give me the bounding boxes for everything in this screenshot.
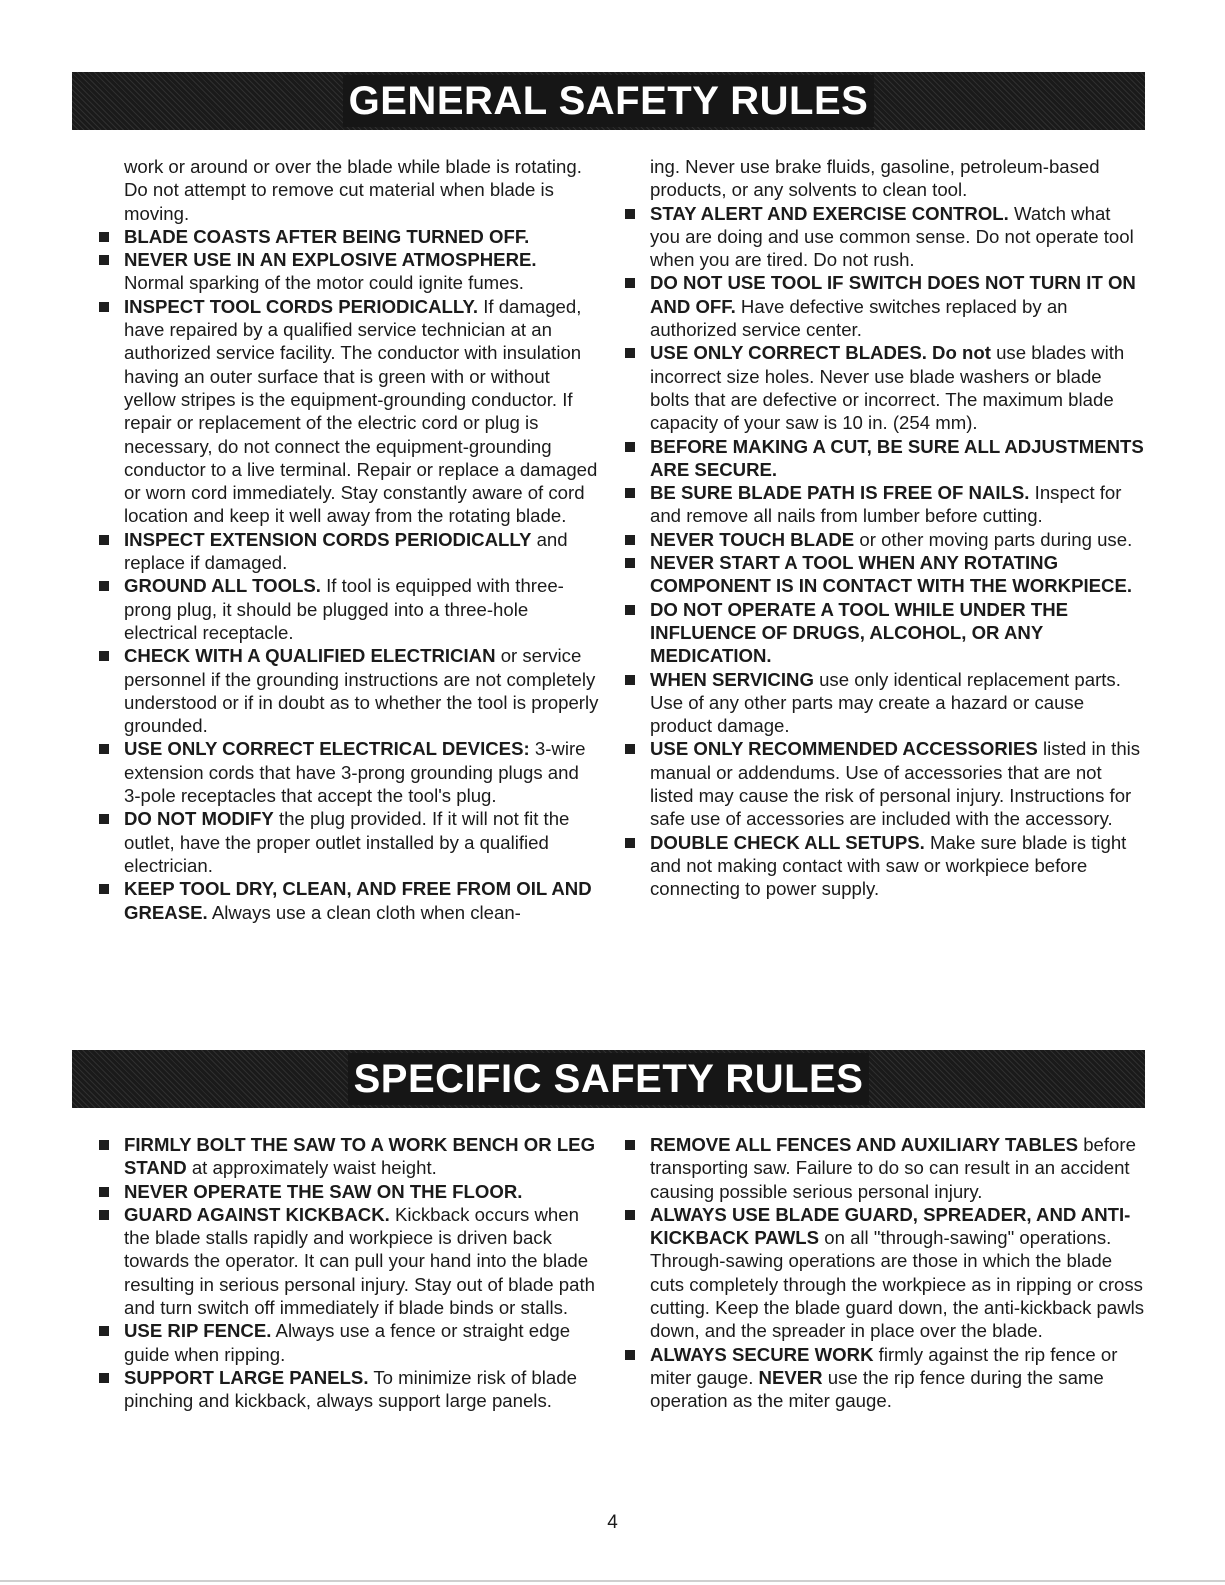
- rule-heading: NEVER START A TOOL WHEN ANY ROTATING COMPONENT IS IN CONTACT WITH THE WORKPIECE.: [650, 552, 1133, 597]
- rule-text: If tool is equipped with three-prong plug, it should be plugged into a three-hole electrical receptacle.: [124, 575, 564, 643]
- rule-heading: BEFORE MAKING A CUT, BE SURE ALL ADJUSTMENTS ARE SECURE.: [650, 435, 1144, 480]
- rule-heading: BE SURE BLADE PATH IS FREE OF NAILS.: [650, 482, 1030, 504]
- rule-heading: NEVER: [758, 1366, 823, 1388]
- rule-item: [99, 1203, 599, 1319]
- rule-heading: NEVER USE IN AN EXPLOSIVE ATMOSPHERE.: [124, 249, 537, 271]
- rule-item: [99, 248, 599, 295]
- section-title: GENERAL SAFETY RULES: [343, 75, 875, 127]
- section-title: SPECIFIC SAFETY RULES: [348, 1053, 870, 1105]
- rule-item: [99, 807, 599, 877]
- rule-text: Always use a fence or straight edge guide when ripping.: [124, 1320, 571, 1365]
- rule-heading: BLADE COASTS AFTER BEING TURNED OFF.: [124, 225, 530, 247]
- rule-heading: INSPECT EXTENSION CORDS PERIODICALLY: [124, 528, 532, 550]
- rule-text: or service personnel if the grounding instructions are not completely understood or if in doubt as to whether the tool is properly grounded.: [124, 645, 599, 737]
- rule-text: use only identical replacement parts. Use of any other parts may create a hazard or cause product damage.: [650, 668, 1121, 737]
- rule-text: To minimize risk of blade pinching and kickback, always support large panels.: [124, 1366, 577, 1412]
- rule-heading: ALWAYS SECURE WORK: [650, 1343, 874, 1365]
- rule-heading: DOUBLE CHECK ALL SETUPS.: [650, 831, 925, 853]
- rule-item: [625, 1133, 1145, 1203]
- rule-item: [625, 831, 1145, 901]
- rule-text: Always use a clean cloth when clean-: [211, 901, 521, 923]
- rule-item: [99, 295, 599, 528]
- rule-text: Watch what you are doing and use common sense. Do not operate tool when you are tired. Do not rush.: [650, 202, 1134, 271]
- rule-heading: INSPECT TOOL CORDS PERIODICALLY.: [124, 295, 479, 317]
- rule-item: [625, 551, 1145, 598]
- rule-item: [625, 341, 1145, 434]
- rule-item: [625, 435, 1145, 482]
- rule-item: [625, 1203, 1145, 1343]
- continuation-text: work or around or over the blade while blade is rotating. Do not attempt to remove cut material when blade is moving.: [124, 156, 582, 224]
- continuation-text: ing. Never use brake fluids, gasoline, petroleum-based products, or any solvents to clean tool.: [650, 156, 1100, 201]
- rule-heading: NEVER TOUCH BLADE: [650, 528, 855, 550]
- rule-text: on all "through-sawing" operations. Through-sawing operations are those in which the blade cuts completely through the workpiece as in ripping or cross cutting. Keep the blade guard down, the anti-kickback pawls down, and the spreader in place over the blade.: [650, 1227, 1145, 1342]
- rule-item: [99, 737, 599, 807]
- rule-text: Kickback occurs when the blade stalls rapidly and workpiece is driven back towards the operator. It can pull your hand into the blade resulting in serious personal injury. Stay out of blade path and turn switch off immediately if blade binds or stalls.: [124, 1203, 595, 1319]
- rule-item: [625, 668, 1145, 738]
- specific-left-column: [99, 1133, 599, 1413]
- rule-text: Make sure blade is tight and not making contact with saw or workpiece before connecting to power supply.: [650, 831, 1127, 900]
- rule-heading: GROUND ALL TOOLS.: [124, 575, 321, 597]
- rule-heading: NEVER OPERATE THE SAW ON THE FLOOR.: [124, 1180, 523, 1202]
- rule-text: If damaged, have repaired by a qualified service technician at an authorized service facility. The conductor with insulation having an outer surface that is green with or without yellow stripes is the equipment-grounding conductor. If repair or replacement of the electric cord or plug is necessary, do not connect the equipment-grounding conductor to a live terminal. Repair or replace a damaged or worn cord immediately. Stay constantly aware of cord location and keep it well away from the rotating blade.: [124, 295, 598, 527]
- rule-item: [625, 481, 1145, 528]
- rule-item: [99, 1133, 599, 1180]
- rule-text: use blades with incorrect size holes. Never use blade washers or blade bolts that are defective or incorrect. The maximum blade capacity of your saw is 10 in. (254 mm).: [650, 342, 1125, 434]
- rule-item: [99, 644, 599, 737]
- specific-right-column: [625, 1133, 1145, 1413]
- specific-safety-rules-banner: [72, 1050, 1145, 1108]
- rule-heading: CHECK WITH A QUALIFIED ELECTRICIAN: [124, 645, 496, 667]
- rule-heading: REMOVE ALL FENCES AND AUXILIARY TABLES: [650, 1134, 1079, 1155]
- rule-heading: STAY ALERT AND EXERCISE CONTROL.: [650, 202, 1009, 224]
- rule-heading: DO NOT MODIFY: [124, 808, 274, 830]
- rule-heading: WHEN SERVICING: [650, 668, 814, 690]
- general-left-column: [99, 155, 599, 924]
- general-right-column: [625, 155, 1145, 901]
- rule-item: [625, 1343, 1145, 1413]
- rule-item: [99, 1180, 599, 1203]
- rule-text: listed in this manual or addendums. Use of accessories that are not listed may cause the risk of personal injury. Instructions for safe use of accessories are included with the accessory.: [650, 738, 1141, 830]
- rule-item: [99, 877, 599, 924]
- rule-text: before transporting saw. Failure to do so can result in an accident causing possible serious personal injury.: [650, 1134, 1136, 1202]
- rule-item: [625, 271, 1145, 341]
- rule-item: [99, 574, 599, 644]
- rule-heading: GUARD AGAINST KICKBACK.: [124, 1203, 390, 1225]
- rule-item: [625, 737, 1145, 830]
- general-safety-rules-banner: [72, 72, 1145, 130]
- rule-heading: USE ONLY RECOMMENDED ACCESSORIES: [650, 738, 1038, 760]
- rule-item: [625, 202, 1145, 272]
- rule-heading: ALWAYS USE BLADE GUARD, SPREADER, AND ANTI-KICKBACK PAWLS: [650, 1203, 1131, 1249]
- rule-text: the plug provided. If it will not fit the outlet, have the proper outlet installed by a qualified electrician.: [124, 808, 570, 876]
- rule-text: Normal sparking of the motor could ignite fumes.: [124, 272, 524, 294]
- rule-text: Inspect for and remove all nails from lumber before cutting.: [650, 482, 1122, 527]
- rule-text: Have defective switches replaced by an authorized service center.: [650, 295, 1068, 341]
- rule-text: use the rip fence during the same operation as the miter gauge.: [650, 1366, 1104, 1412]
- rule-heading: USE RIP FENCE.: [124, 1320, 272, 1342]
- rule-heading: USE ONLY CORRECT ELECTRICAL DEVICES:: [124, 738, 530, 760]
- rule-heading: USE ONLY CORRECT BLADES. Do not: [650, 342, 991, 364]
- rule-item: [99, 1366, 599, 1413]
- rule-text: and replace if damaged.: [124, 528, 568, 574]
- rule-item: [625, 598, 1145, 668]
- rule-text: firmly against the rip fence or miter gauge.: [650, 1343, 1118, 1388]
- rule-text: 3-wire extension cords that have 3-prong grounding plugs and 3-pole receptacles that accept the tool's plug.: [124, 738, 586, 807]
- rule-heading: FIRMLY BOLT THE SAW TO A WORK BENCH OR LEG STAND: [124, 1134, 596, 1179]
- rule-heading: SUPPORT LARGE PANELS.: [124, 1366, 369, 1388]
- rule-heading: DO NOT OPERATE A TOOL WHILE UNDER THE INFLUENCE OF DRUGS, ALCOHOL, OR ANY MEDICATION.: [650, 598, 1069, 667]
- rule-heading: DO NOT USE TOOL IF SWITCH DOES NOT TURN IT ON AND OFF.: [650, 272, 1136, 317]
- rule-heading: KEEP TOOL DRY, CLEAN, AND FREE FROM OIL AND GREASE.: [124, 878, 592, 923]
- page-number: 4: [607, 1512, 618, 1533]
- rule-text: or other moving parts during use.: [859, 528, 1133, 550]
- rule-item: [99, 1319, 599, 1366]
- rule-item: [625, 528, 1145, 551]
- rule-text: at approximately waist height.: [191, 1157, 437, 1179]
- rule-item: [99, 528, 599, 575]
- page-edge-rule: [0, 1580, 1225, 1582]
- rule-item: [99, 225, 599, 248]
